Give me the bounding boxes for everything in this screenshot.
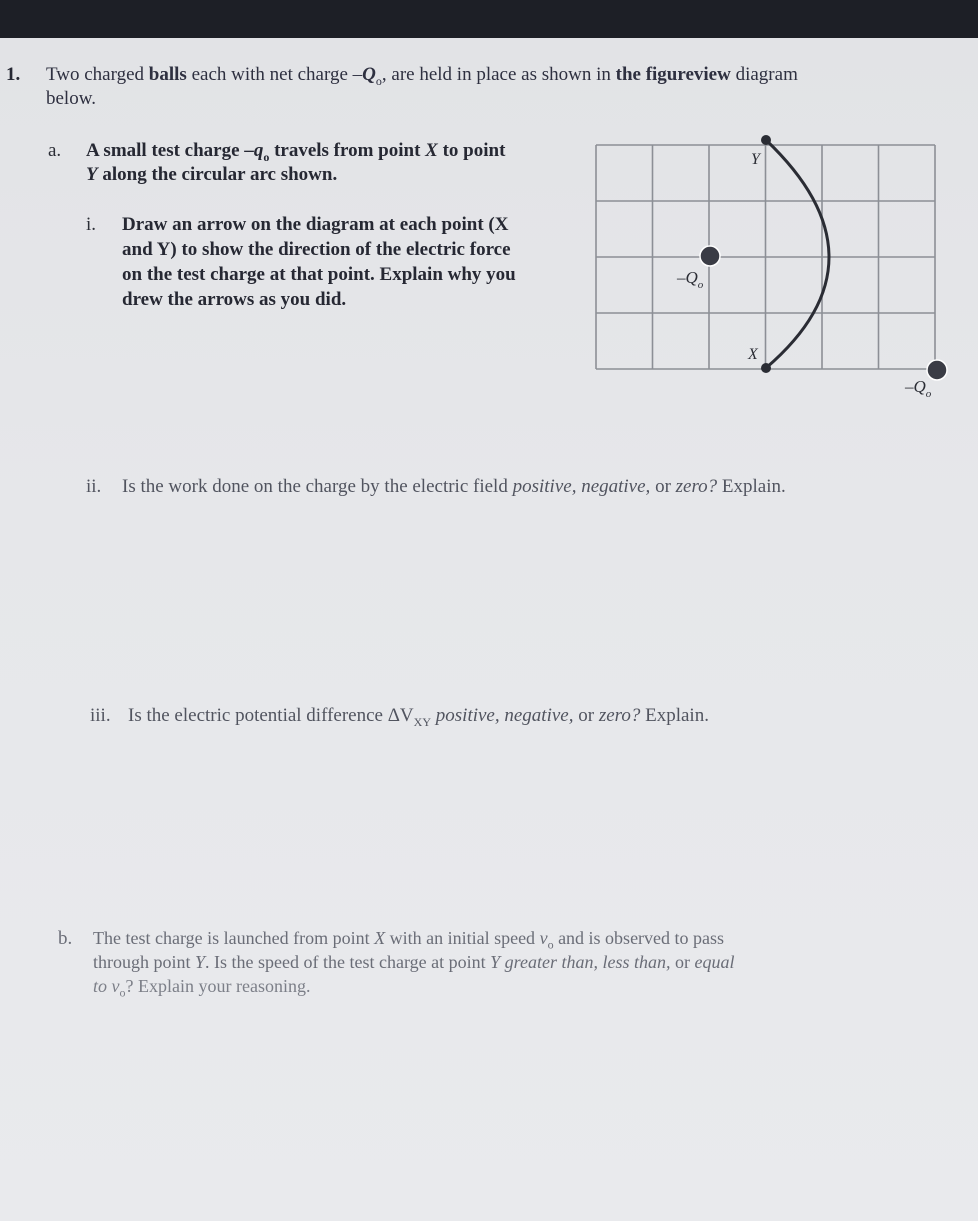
circular-arc: [766, 140, 829, 368]
label-center-charge: $-Q_o$: [677, 268, 704, 291]
sub-ii-label: ii.: [86, 476, 102, 497]
point-x-dot: [761, 363, 771, 373]
sub-iii-label: iii.: [90, 705, 111, 726]
part-b-line2: through point Y. Is the speed of the test charge at point Y greater than, less than, or equal: [93, 952, 735, 972]
sub-i-label: i.: [86, 214, 97, 235]
sub-i-line4: drew the arrows as you did.: [122, 289, 347, 310]
sub-i-line2: and Y) to show the direction of the electric force: [122, 239, 511, 260]
question-number: 1.: [6, 64, 21, 85]
sub-iii-question: Is the electric potential difference $\Delta V_{XY}$ positive, negative, or zero? Explain.: [128, 705, 709, 729]
sub-i-line3: on the test charge at that point. Explain why you: [122, 264, 516, 285]
grid: [596, 145, 935, 369]
label-corner-charge: $-Q_o$: [905, 377, 932, 400]
sub-ii-question: Is the work done on the charge by the electric field positive, negative, or zero? Explain.: [122, 476, 786, 497]
charge-diagram: [590, 130, 975, 410]
question-stem-line2: below.: [46, 88, 96, 109]
corner-charge-ball: [927, 360, 947, 380]
part-a-line2: Y along the circular arc shown.: [86, 164, 338, 185]
part-b-line1: The test charge is launched from point X with an initial speed $v_o$ and is observed to pass: [93, 928, 725, 952]
label-x: X: [748, 346, 758, 363]
part-b-line3: to $v_o$? Explain your reasoning.: [93, 976, 311, 1000]
label-y: Y: [751, 151, 760, 168]
question-stem-line1: Two charged balls each with net charge $-Q_o$, are held in place as shown in the figureview diagram: [46, 64, 798, 88]
center-charge-ball: [700, 246, 720, 266]
part-b-label: b.: [58, 928, 73, 949]
part-a-label: a.: [48, 140, 62, 161]
sub-i-line1: Draw an arrow on the diagram at each point (X: [122, 214, 509, 235]
point-y-dot: [761, 135, 771, 145]
top-bar: [0, 0, 978, 38]
part-a-line1: A small test charge $-q_o$ travels from point X to point: [86, 140, 506, 164]
